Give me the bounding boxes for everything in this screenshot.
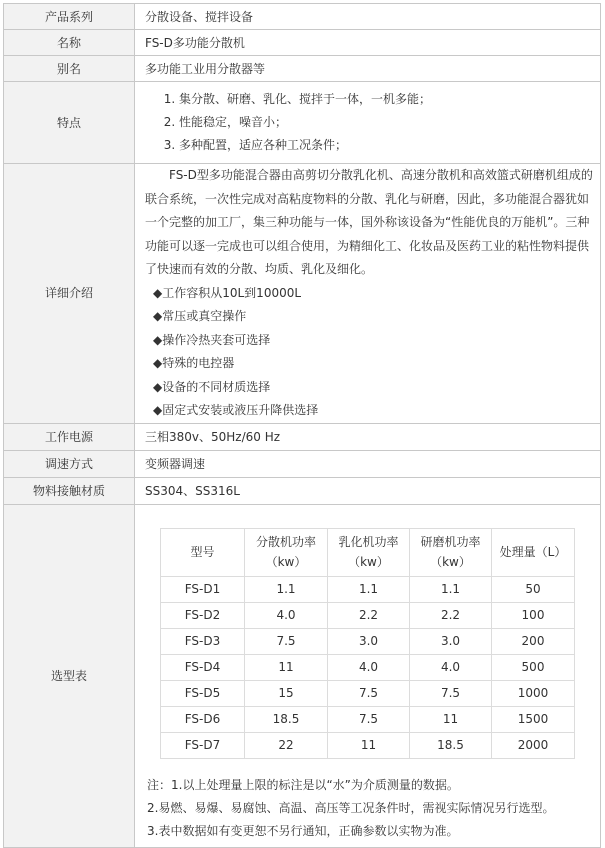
- header-cell: 处理量（L）: [492, 528, 575, 576]
- grind-power-cell: 2.2: [410, 602, 492, 628]
- row-material: [4, 477, 601, 504]
- detail-bullet: ◆固定式安装或液压升降供选择: [153, 403, 319, 417]
- grind-power-cell: 3.0: [410, 628, 492, 654]
- alias-label: 别名: [4, 56, 135, 82]
- series-value: 分散设备、搅拌设备: [135, 4, 601, 30]
- capacity-cell: 1500: [492, 706, 575, 732]
- model-cell: FS-D1: [161, 576, 245, 602]
- table-row: [161, 628, 575, 654]
- detail-bullet: ◆特殊的电控器: [153, 356, 235, 370]
- details-paragraph: FS-D型多功能混合器由高剪切分散乳化机、高速分散机和高效篮式研磨机组成的联合系统，一次性完成对高粘度物料的分散、乳化与研磨，因此，多功能混合器犹如一个完整的加工厂，集三种功能与一体，国外称该设备为“性能优良的万能机”。三种功能可以逐一完成也可以组合使用，为精细化工、化妆品及医药工业的粘性物料提供了快速而有效的分散、均质、乳化及细化。: [145, 168, 593, 276]
- row-name: [4, 30, 601, 56]
- disperse-power-cell: 18.5: [245, 706, 328, 732]
- grind-power-cell: 18.5: [410, 732, 492, 758]
- product-spec-table: [3, 3, 601, 848]
- emulsify-power-cell: 1.1: [328, 576, 410, 602]
- note-line: 2.易燃、易爆、易腐蚀、高温、高压等工况条件时，需视实际情况另行选型。: [147, 800, 555, 815]
- selection-value: [135, 504, 601, 847]
- feature-item: 3. 多种配置，适应各种工况条件；: [179, 134, 594, 157]
- detail-bullet: ◆设备的不同材质选择: [153, 379, 271, 394]
- emulsify-power-cell: 11: [328, 732, 410, 758]
- emulsify-power-cell: 7.5: [328, 706, 410, 732]
- header-cell: 乳化机功率 （kw）: [328, 528, 410, 576]
- name-label: 名称: [4, 30, 135, 56]
- grind-power-cell: 7.5: [410, 680, 492, 706]
- disperse-power-cell: 1.1: [245, 576, 328, 602]
- model-cell: FS-D4: [161, 654, 245, 680]
- capacity-cell: 100: [492, 602, 575, 628]
- row-speed: [4, 450, 601, 477]
- disperse-power-cell: 15: [245, 680, 328, 706]
- details-label: 详细介绍: [4, 164, 135, 424]
- table-row: [161, 732, 575, 758]
- header-cell: 研磨机功率 （kw）: [410, 528, 492, 576]
- model-cell: FS-D3: [161, 628, 245, 654]
- capacity-cell: 1000: [492, 680, 575, 706]
- grind-power-cell: 11: [410, 706, 492, 732]
- emulsify-power-cell: 4.0: [328, 654, 410, 680]
- selection-notes: [147, 774, 594, 843]
- header-cell: 型号: [161, 528, 245, 576]
- row-selection: [4, 504, 601, 847]
- model-cell: FS-D6: [161, 706, 245, 732]
- row-power: [4, 423, 601, 450]
- table-row: [161, 706, 575, 732]
- feature-item: 2. 性能稳定，噪音小；: [179, 111, 594, 134]
- capacity-cell: 2000: [492, 732, 575, 758]
- selection-label: 选型表: [4, 504, 135, 847]
- model-cell: FS-D2: [161, 602, 245, 628]
- disperse-power-cell: 11: [245, 654, 328, 680]
- capacity-cell: 200: [492, 628, 575, 654]
- detail-bullet: ◆工作容积从10L到10000L: [153, 285, 302, 300]
- table-row: [161, 602, 575, 628]
- selection-table: [160, 528, 575, 759]
- details-value: [135, 164, 601, 424]
- table-row: [161, 576, 575, 602]
- detail-bullet: ◆操作冷热夹套可选择: [153, 332, 271, 347]
- model-cell: FS-D5: [161, 680, 245, 706]
- features-list: [165, 88, 594, 157]
- disperse-power-cell: 22: [245, 732, 328, 758]
- emulsify-power-cell: 2.2: [328, 602, 410, 628]
- material-label: 物料接触材质: [4, 477, 135, 504]
- model-cell: FS-D7: [161, 732, 245, 758]
- power-label: 工作电源: [4, 423, 135, 450]
- header-cell: 分散机功率 （kw）: [245, 528, 328, 576]
- disperse-power-cell: 4.0: [245, 602, 328, 628]
- note-line: 3.表中数据如有变更恕不另行通知，正确参数以实物为准。: [147, 823, 459, 838]
- detail-bullet: ◆常压或真空操作: [153, 309, 247, 323]
- note-line: 注：1.以上处理量上限的标注是以“水”为介质测量的数据。: [147, 777, 459, 792]
- table-row: [161, 654, 575, 680]
- grind-power-cell: 1.1: [410, 576, 492, 602]
- row-alias: [4, 56, 601, 82]
- material-value: SS304、SS316L: [135, 477, 601, 504]
- name-value: FS-D多功能分散机: [135, 30, 601, 56]
- alias-value: 多功能工业用分散器等: [135, 56, 601, 82]
- capacity-cell: 500: [492, 654, 575, 680]
- table-row: [161, 680, 575, 706]
- series-label: 产品系列: [4, 4, 135, 30]
- emulsify-power-cell: 3.0: [328, 628, 410, 654]
- row-details: [4, 164, 601, 424]
- feature-item: 1. 集分散、研磨、乳化、搅拌于一体，一机多能；: [179, 88, 594, 111]
- selection-header-row: [161, 528, 575, 576]
- power-value: 三相380v、50Hz/60 Hz: [135, 423, 601, 450]
- row-series: [4, 4, 601, 30]
- row-features: [4, 82, 601, 164]
- speed-label: 调速方式: [4, 450, 135, 477]
- capacity-cell: 50: [492, 576, 575, 602]
- speed-value: 变频器调速: [135, 450, 601, 477]
- features-label: 特点: [4, 82, 135, 164]
- features-value: [135, 82, 601, 164]
- emulsify-power-cell: 7.5: [328, 680, 410, 706]
- disperse-power-cell: 7.5: [245, 628, 328, 654]
- grind-power-cell: 4.0: [410, 654, 492, 680]
